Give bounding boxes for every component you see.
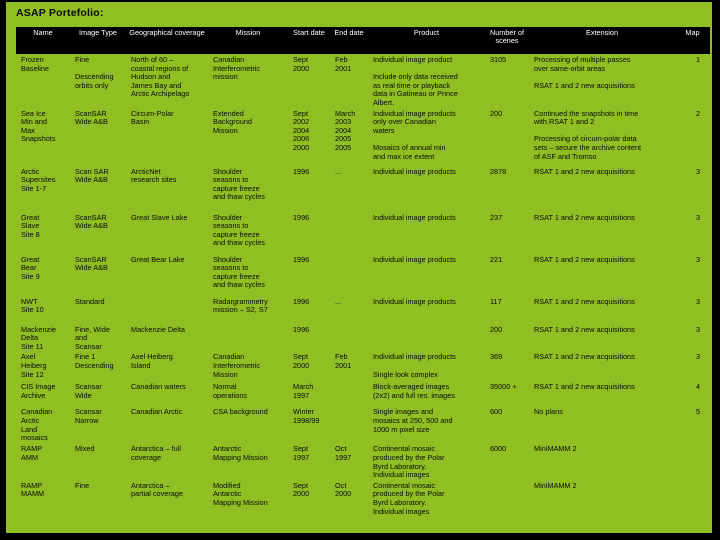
cell-scenes: 35000 + (490, 382, 517, 392)
cell-type: Scansar Wide (75, 382, 102, 400)
cell-start: March 1997 (293, 382, 314, 400)
cell-type: Fine Descending orbits only (75, 55, 114, 90)
cell-coverage: Antarctica – partial coverage (131, 480, 183, 499)
cell-mission (208, 324, 288, 352)
cell-extension: RSAT 1 and 2 new acquisitions (534, 352, 635, 362)
cell-end (330, 254, 368, 296)
cell-map: 4 (695, 382, 700, 392)
cell-coverage: ArcticNet research sites (131, 166, 177, 185)
header-geographical-coverage: Geographical coverage (126, 27, 208, 54)
table-row (16, 166, 710, 212)
cell-product: Individual image products only over Canadian waters Mosaics of annual min and max ice extent (373, 108, 456, 161)
cell-end: Oct 1997 (335, 444, 352, 462)
cell-name: Axel Heiberg Site 12 (21, 352, 47, 379)
table-row (16, 296, 710, 324)
cell-product: Block-averaged images (2x2) and full res. images (373, 382, 455, 400)
cell-scenes: 221 (490, 254, 503, 264)
cell-extension: RSAT 1 and 2 new acquisitions (534, 382, 635, 392)
cell-map (675, 480, 710, 518)
cell-map: 3 (695, 352, 700, 362)
cell-product: Individual image products (373, 212, 456, 222)
cell-name: Sea Ice Min and Max Snapshots (21, 108, 56, 144)
cell-end: Feb 2001 (335, 352, 352, 370)
cell-map: 3 (695, 254, 700, 264)
cell-type: Scansar Narrow (75, 407, 102, 425)
cell-end: ... (335, 166, 342, 176)
cell-mission: Normal operations (213, 382, 248, 400)
cell-name: Arctic Supersites Site 1-7 (21, 166, 56, 193)
cell-type: Mixed (75, 444, 95, 454)
table-row (16, 406, 710, 443)
cell-end: March 2003 2004 2005 2005 (335, 108, 356, 152)
cell-end: ... (335, 296, 342, 306)
cell-product: Single images and mosaics at 250, 500 and 1000 m pixel size (373, 407, 453, 434)
cell-start: Winter 1998/99 (293, 407, 320, 425)
cell-start: Sept 2002 2004 2006 2000 (293, 108, 310, 152)
cell-start: 1996 (293, 166, 310, 176)
cell-map: 2 (695, 108, 700, 118)
cell-start: 1996 (293, 254, 310, 264)
cell-scenes: 6000 (490, 444, 507, 454)
cell-scenes: 200 (490, 324, 503, 334)
cell-mission: Shoulder seasons to capture freeze and thaw cycles (213, 166, 265, 202)
cell-end (330, 212, 368, 254)
cell-coverage: Circum-Polar Basin (131, 108, 174, 127)
header-mission: Mission (208, 27, 288, 54)
cell-end: Feb 2001 (335, 55, 352, 73)
table-row (16, 324, 710, 352)
cell-extension: RSAT 1 and 2 new acquisitions (534, 166, 635, 176)
cell-name: CIS Image Archive (21, 382, 56, 400)
cell-extension: RSAT 1 and 2 new acquisitions (534, 212, 635, 222)
header-start-date: Start date (288, 27, 330, 54)
cell-start: 1996 (293, 324, 310, 334)
cell-mission: CSA background (213, 407, 268, 417)
header-product: Product (368, 27, 485, 54)
cell-map: 1 (695, 55, 700, 64)
cell-scenes: 3105 (490, 55, 507, 64)
portfolio-table (16, 27, 710, 518)
table-row (16, 443, 710, 479)
cell-map: 3 (695, 324, 700, 334)
cell-mission: Canadian Interferometric mission (213, 55, 261, 82)
cell-name: RAMP MAMM (21, 480, 45, 499)
table-row (16, 381, 710, 406)
page-title: ASAP Portefolio: (16, 7, 104, 19)
cell-product: Continental mosaic produced by the Polar Byrd Laboratory. Individual images (373, 480, 445, 516)
cell-start: 1996 (293, 296, 310, 306)
cell-map: 3 (695, 296, 700, 306)
cell-extension: MiniMAMM 2 (534, 480, 577, 490)
cell-type: Fine 1 Descending (75, 352, 114, 370)
cell-mission: Shoulder seasons to capture freeze and thaw cycles (213, 254, 265, 290)
cell-coverage: Great Bear Lake (131, 254, 185, 264)
cell-product (368, 324, 485, 352)
cell-coverage: Great Slave Lake (131, 212, 188, 222)
cell-type: Fine, Wide and Scansar (75, 324, 110, 351)
cell-name: Frozen Baseline (21, 55, 49, 73)
header-end-date: End date (330, 27, 368, 54)
table-row (16, 351, 710, 381)
table-container (16, 27, 710, 529)
cell-coverage: Mackenzie Delta (131, 324, 185, 334)
cell-type: Standard (75, 296, 105, 306)
table-row (16, 54, 710, 108)
cell-product: Individual image products (373, 254, 456, 264)
cell-coverage: Axel Heiberg Island (131, 352, 173, 370)
cell-mission: Canadian Interferometric Mission (213, 352, 261, 379)
cell-scenes (485, 480, 529, 518)
cell-end: Oct 2000 (335, 480, 352, 499)
cell-extension: MiniMAMM 2 (534, 444, 577, 454)
cell-name: Canadian Arctic Land mosaics (21, 407, 53, 443)
cell-map: 5 (695, 407, 700, 417)
cell-name: Mackenzie Delta Site 11 (21, 324, 56, 351)
header-image-type: Image Type (70, 27, 126, 54)
cell-coverage: Canadian waters (131, 382, 186, 392)
cell-start: Sept 2000 (293, 55, 310, 73)
cell-name: RAMP AMM (21, 444, 43, 462)
header-row (16, 27, 710, 54)
cell-map (675, 443, 710, 479)
cell-scenes: 600 (490, 407, 503, 417)
cell-mission: Extended Background Mission (213, 108, 252, 135)
cell-coverage: North of 60 – coastal regions of Hudson and James Bay and Arctic Archipelago (131, 55, 190, 99)
cell-scenes: 237 (490, 212, 503, 222)
cell-start: Sept 2000 (293, 480, 310, 499)
cell-extension: RSAT 1 and 2 new acquisitions (534, 254, 635, 264)
cell-map: 3 (695, 166, 700, 176)
cell-product: Individual image products (373, 296, 456, 306)
cell-product: Continental mosaic produced by the Polar Byrd Laboratory. Individual images (373, 444, 445, 480)
cell-coverage: Antarctica – full coverage (131, 444, 181, 462)
header-number-of-scenes: Number of scenes (485, 27, 529, 54)
cell-coverage (126, 296, 208, 324)
cell-scenes: 2878 (490, 166, 507, 176)
cell-product: Individual image product Include only data received as real time or playback data in Gatineau or Prince Albert. (373, 55, 458, 107)
cell-type: ScanSAR Wide A&B (75, 108, 108, 127)
cell-mission: Radargrammetry mission – S2, S7 (213, 296, 268, 315)
cell-scenes: 117 (490, 296, 502, 306)
cell-mission: Shoulder seasons to capture freeze and thaw cycles (213, 212, 265, 248)
cell-scenes: 200 (490, 108, 503, 118)
cell-mission: Antarctic Mapping Mission (213, 444, 268, 462)
cell-product: Individual image products (373, 166, 456, 176)
cell-end (330, 406, 368, 443)
cell-name: Great Bear Site 9 (21, 254, 40, 281)
cell-extension: Processing of multiple passes over same-orbit areas RSAT 1 and 2 new acquisitions (534, 55, 635, 90)
cell-start: 1996 (293, 212, 310, 222)
cell-mission: Modified Antarctic Mapping Mission (213, 480, 268, 507)
cell-extension: No plans (534, 407, 563, 417)
header-name: Name (16, 27, 70, 54)
cell-name: Great Slave Site 8 (21, 212, 40, 239)
cell-start: Sept 2000 (293, 352, 310, 370)
green-panel (6, 2, 712, 533)
table-row (16, 108, 710, 166)
cell-name: NWT Site 10 (21, 296, 44, 315)
cell-start: Sept 1997 (293, 444, 310, 462)
table-row (16, 254, 710, 296)
cell-extension: RSAT 1 and 2 new acquisitions (534, 296, 635, 306)
cell-map: 3 (695, 212, 700, 222)
table-row (16, 212, 710, 254)
cell-extension: Continued the snapshots in time with RSAT 1 and 2 Processing of circum-polar data sets – secure the archive content of ASF and Tromso (534, 108, 642, 161)
cell-extension: RSAT 1 and 2 new acquisitions (534, 324, 635, 334)
table-row (16, 480, 710, 518)
cell-type: Fine (75, 480, 90, 490)
header-extension: Extension (529, 27, 675, 54)
cell-type: ScanSAR Wide A&B (75, 254, 108, 273)
header-map: Map (675, 27, 710, 54)
cell-product: Individual image products Single look complex (373, 352, 456, 379)
cell-end (330, 324, 368, 352)
cell-end (330, 381, 368, 406)
cell-coverage: Canadian Arctic (131, 407, 183, 417)
cell-type: ScanSAR Wide A&B (75, 212, 108, 231)
cell-type: Scan SAR Wide A&B (75, 166, 109, 185)
cell-scenes: 369 (490, 352, 503, 362)
